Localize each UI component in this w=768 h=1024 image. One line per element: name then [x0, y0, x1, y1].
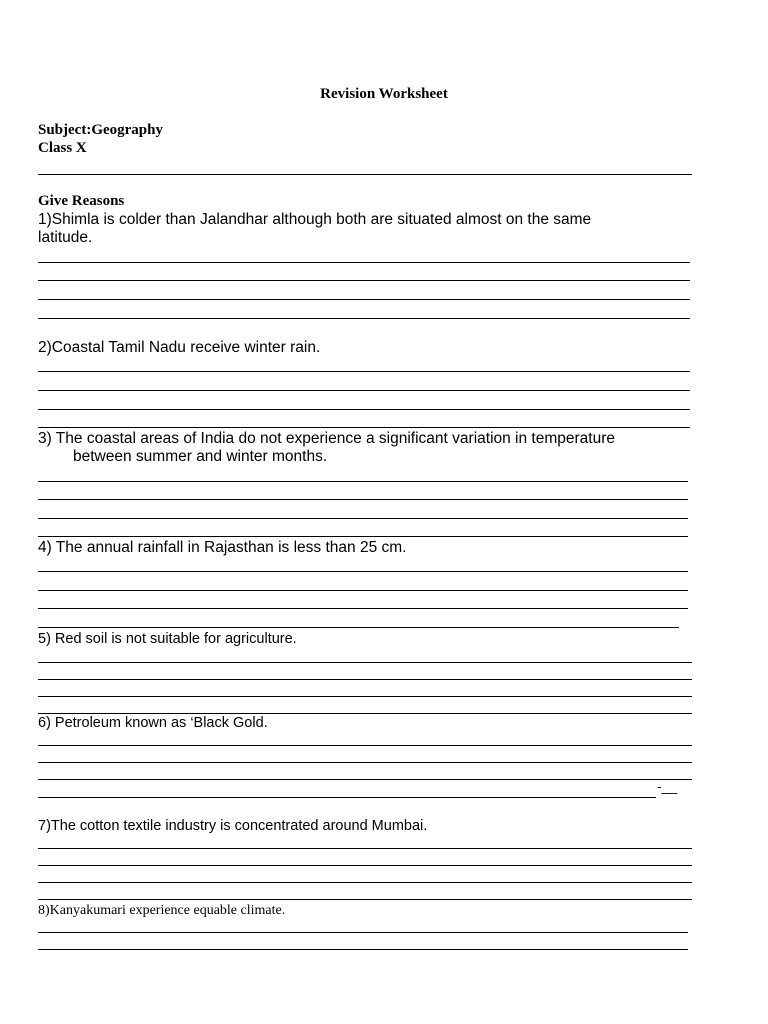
answer-line: [38, 662, 692, 663]
answer-line: [38, 899, 692, 900]
answer-line: [38, 299, 690, 300]
question-1-line-2: latitude.: [38, 229, 93, 246]
question-7-line-1: 7)The cotton textile industry is concentrated around Mumbai.: [38, 818, 428, 834]
section-heading: Give Reasons: [38, 193, 125, 209]
question-6-line-1: 6) Petroleum known as ‘Black Gold.: [38, 715, 268, 731]
answer-line: [38, 427, 690, 428]
question-4-line-1: 4) The annual rainfall in Rajasthan is less than 25 cm.: [38, 539, 407, 556]
answer-line: [38, 745, 692, 746]
answer-line: [38, 882, 692, 883]
answer-line: [38, 280, 690, 281]
stray-mark: -__: [657, 778, 678, 794]
subject-label: Subject:Geography: [38, 122, 163, 138]
question-5-line-1: 5) Red soil is not suitable for agriculture.: [38, 631, 297, 647]
answer-line: [38, 696, 692, 697]
answer-line: [38, 627, 679, 628]
answer-line: [38, 518, 688, 519]
answer-line: [38, 390, 690, 391]
question-8-line-1: 8)Kanyakumari experience equable climate.: [38, 903, 286, 918]
answer-line: [38, 865, 692, 866]
question-6: [38, 714, 268, 732]
answer-line: [38, 481, 688, 482]
question-4: [38, 539, 406, 557]
question-2-line-1: 2)Coastal Tamil Nadu receive winter rain.: [38, 339, 321, 356]
answer-line: [38, 762, 692, 763]
answer-line: [38, 779, 692, 780]
question-5: [38, 630, 297, 648]
answer-line: [38, 608, 688, 609]
question-8: [38, 902, 285, 920]
class-label: Class X: [38, 140, 87, 156]
answer-line: [38, 590, 688, 591]
answer-line: [38, 797, 656, 798]
question-3-line-2: between summer and winter months.: [73, 448, 328, 465]
question-1-line-1: 1)Shimla is colder than Jalandhar although both are situated almost on the same: [38, 211, 592, 228]
answer-line: [38, 499, 688, 500]
header-rule: [38, 174, 692, 175]
answer-line: [38, 571, 688, 572]
answer-line: [38, 932, 688, 933]
question-2: [38, 339, 320, 357]
question-3: [38, 430, 615, 466]
answer-line: [38, 371, 690, 372]
question-1: [38, 211, 591, 247]
question-7: [38, 817, 427, 835]
answer-line: [38, 262, 690, 263]
answer-line: [38, 679, 692, 680]
answer-line: [38, 536, 688, 537]
answer-line: [38, 318, 690, 319]
answer-line: [38, 949, 688, 950]
answer-line: [38, 848, 692, 849]
question-3-line-1: 3) The coastal areas of India do not experience a significant variation in temperature: [38, 430, 615, 447]
page-title: Revision Worksheet: [320, 86, 448, 102]
answer-line: [38, 409, 690, 410]
